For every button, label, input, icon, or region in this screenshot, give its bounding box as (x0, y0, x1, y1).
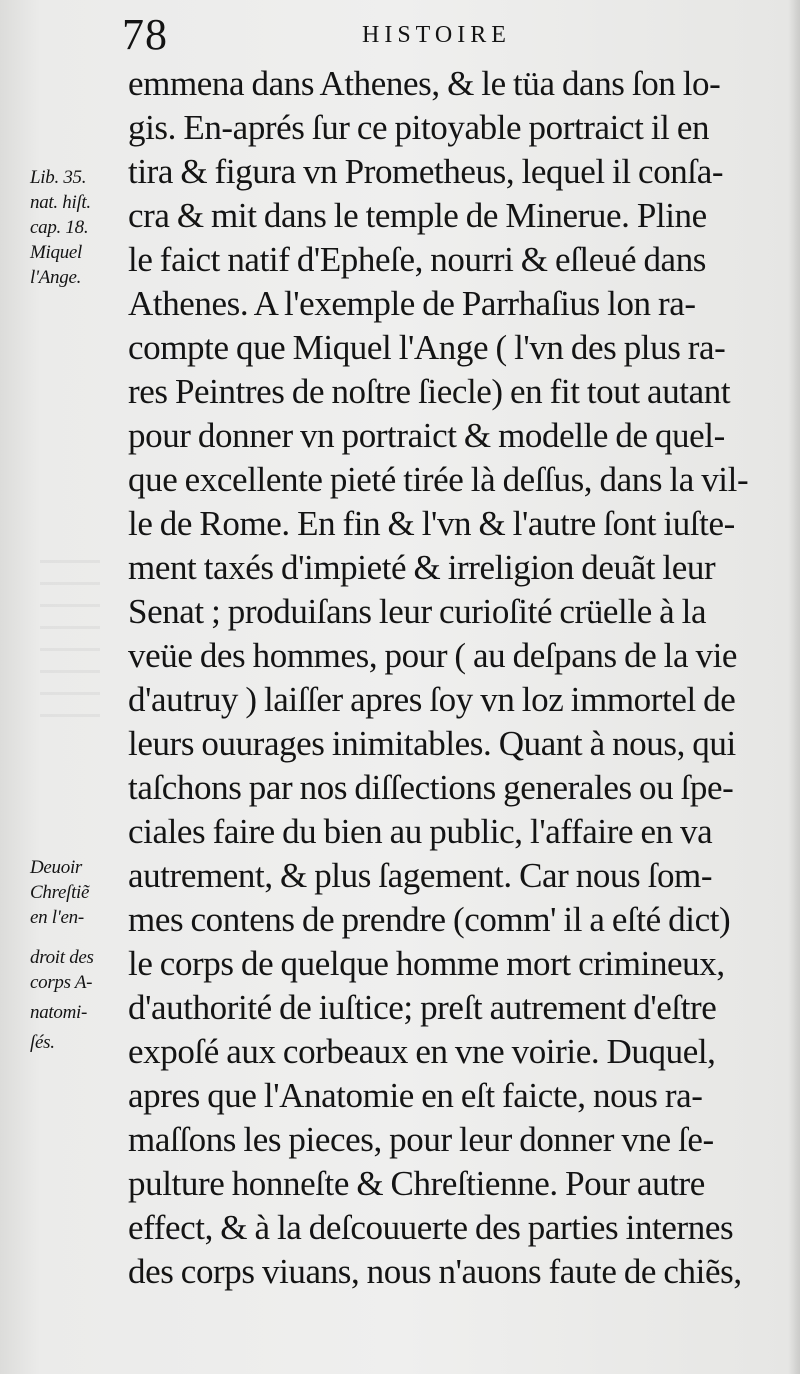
text-line: apres que l'Anatomie en eſt faicte, nous ra- (128, 1076, 703, 1115)
page-number: 78 (122, 10, 168, 59)
text-line: des corps viuans, nous n'auons faute de chiẽs, (128, 1252, 742, 1291)
text-line: cra & mit dans le temple de Minerue. Pline (128, 196, 707, 235)
text-line: d'autruy ) laiſſer apres ſoy vn loz immortel de (128, 680, 736, 719)
running-head: HISTOIRE (362, 22, 511, 48)
text-line: autrement, & plus ſagement. Car nous ſom- (128, 856, 713, 895)
margin-note-source: cap. 18. (30, 217, 89, 238)
margin-note-topic: corps A- (30, 972, 93, 993)
text-line: pulture honneſte & Chreſtienne. Pour autre (128, 1164, 705, 1203)
margin-note-source: Lib. 35. (30, 167, 87, 188)
text-line: leurs ouurages inimitables. Quant à nous, qui (128, 724, 736, 763)
text-line: le corps de quelque homme mort crimineux, (128, 944, 725, 983)
text-line: compte que Miquel l'Ange ( l'vn des plus ra- (128, 328, 726, 367)
margin-note-topic: ſés. (30, 1032, 55, 1053)
text-line: taſchons par nos diſſections generales ou ſpe- (128, 768, 734, 807)
margin-note-topic: Deuoir (30, 857, 83, 878)
text-line: tira & figura vn Prometheus, lequel il conſa- (128, 152, 724, 191)
margin-notes (0, 0, 125, 1374)
margin-note-topic: Chreſtiẽ (30, 882, 90, 903)
margin-note-topic: droit des (30, 947, 94, 968)
text-line: le de Rome. En fin & l'vn & l'autre ſont iuſte- (128, 504, 735, 543)
text-line: mes contens de prendre (comm' il a eſté dict) (128, 900, 731, 939)
text-line: ment taxés d'impieté & irreligion deuãt leur (128, 548, 716, 587)
text-line: expoſé aux corbeaux en vne voirie. Duquel, (128, 1032, 716, 1071)
margin-note-subject: Miquel (30, 242, 83, 263)
margin-note-topic: natomi- (30, 1002, 88, 1023)
text-line: d'authorité de iuſtice; preſt autrement d'eſtre (128, 988, 717, 1027)
text-line: que excellente pieté tirée là deſſus, dans la vil- (128, 460, 749, 499)
page-edge-shadow (788, 0, 800, 1374)
text-line: veüe des hommes, pour ( au deſpans de la vie (128, 636, 738, 675)
text-line: res Peintres de noſtre ſiecle) en fit tout autant (128, 372, 731, 411)
margin-note-topic: en l'en- (30, 907, 84, 928)
show-through-shadow (40, 560, 100, 720)
text-line: Athenes. A l'exemple de Parrhaſius lon ra- (128, 284, 696, 323)
text-line: Senat ; produiſans leur curioſité crüelle à la (128, 592, 707, 631)
margin-note-subject: l'Ange. (30, 267, 82, 288)
text-line: gis. En-aprés ſur ce pitoyable portraict il en (128, 108, 710, 147)
margin-note-source: nat. hiſt. (30, 192, 91, 213)
text-line: pour donner vn portraict & modelle de quel- (128, 416, 725, 455)
text-line: le faict natif d'Epheſe, nourri & eſleué dans (128, 240, 707, 279)
text-line: emmena dans Athenes, & le tüa dans ſon lo- (128, 64, 721, 103)
text-line: effect, & à la deſcouuerte des parties internes (128, 1208, 734, 1247)
text-line: maſſons les pieces, pour leur donner vne ſe- (128, 1120, 714, 1159)
text-line: ciales faire du bien au public, l'affaire en va (128, 812, 713, 851)
